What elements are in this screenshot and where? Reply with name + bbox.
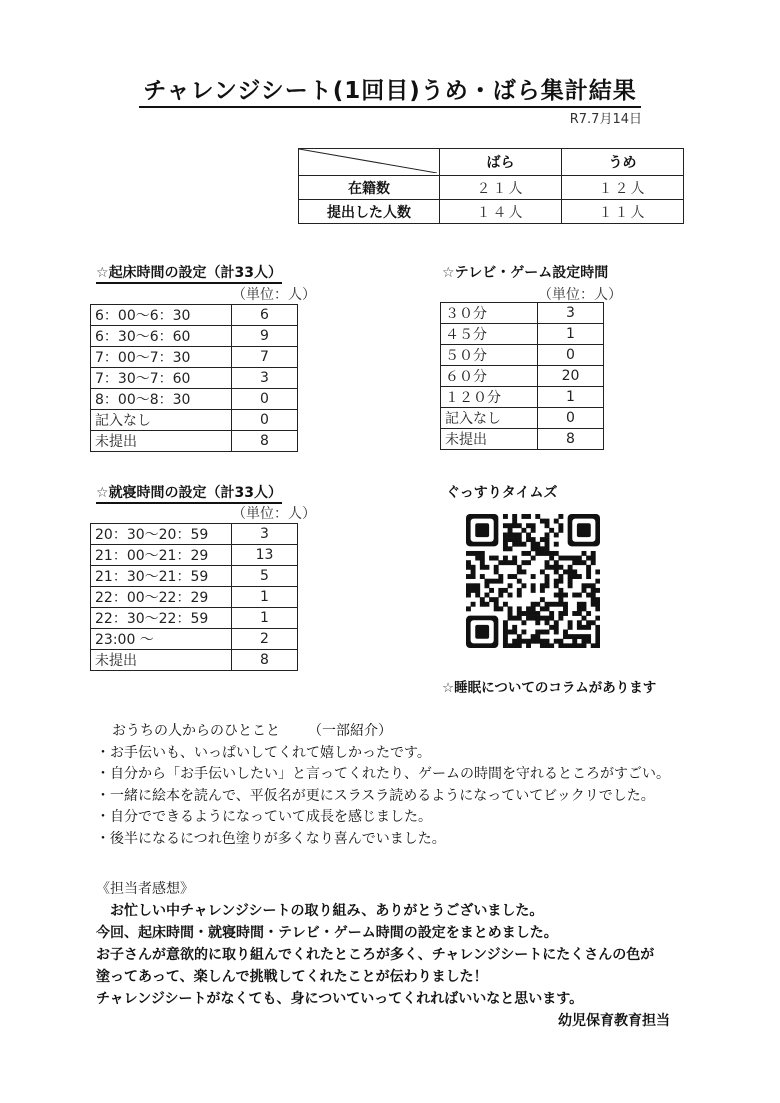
- sleep-row-value: 2: [232, 629, 298, 650]
- sleep-table: [90, 523, 298, 671]
- tv-row-label: １２０分: [441, 387, 538, 408]
- tv-row-value: 0: [538, 408, 604, 429]
- wake-row-label: 記入なし: [91, 410, 232, 431]
- comments-heading-row: [96, 721, 670, 743]
- comments-heading: おうちの人からのひとこと: [112, 723, 280, 739]
- wake-row-label: 8：00～8：30: [91, 389, 232, 410]
- wake-row-label: 7：00～7：30: [91, 347, 232, 368]
- tv-row-label: ４５分: [441, 324, 538, 345]
- wake-table-row: [91, 305, 298, 326]
- summary-header-row: [299, 149, 684, 176]
- wake-row-label: 6：00～6：30: [91, 305, 232, 326]
- tv-row-label: ５０分: [441, 345, 538, 366]
- sleep-table-row: [91, 524, 298, 545]
- wake-table-row: [91, 326, 298, 347]
- tv-table-row: [441, 387, 604, 408]
- wake-row-value: 7: [232, 347, 298, 368]
- comments-tag: （一部紹介）: [308, 723, 392, 739]
- wake-title-text: 起床時間の設定（計33人）: [108, 265, 283, 281]
- summary-corner-cell: [299, 149, 440, 176]
- summary-col-bara: ばら: [440, 149, 562, 176]
- comment-item: ・後半になるにつれ色塗りが多くなり喜んでいました。: [96, 830, 446, 847]
- sleep-table-row: [91, 545, 298, 566]
- sleep-title-text: 就寝時間の設定（計33人）: [108, 485, 283, 501]
- summary-row-label: 提出した人数: [299, 200, 440, 224]
- tv-table-row: [441, 429, 604, 450]
- wake-row-value: 3: [232, 368, 298, 389]
- wake-row-value: 8: [232, 431, 298, 452]
- tv-table-row: [441, 366, 604, 387]
- wake-row-value: 0: [232, 389, 298, 410]
- wake-row-label: 6：30～6：60: [91, 326, 232, 347]
- tv-row-value: 0: [538, 345, 604, 366]
- summary-bara-value: １４人: [440, 200, 562, 224]
- wake-row-label: 未提出: [91, 431, 232, 452]
- sleep-row-label: 22：00～22：29: [91, 587, 232, 608]
- sleep-row-label: 21：30～21：59: [91, 566, 232, 587]
- tv-unit: （単位：人）: [538, 287, 622, 303]
- sleep-table-row: [91, 650, 298, 671]
- summary-row-label: 在籍数: [299, 176, 440, 200]
- wake-row-value: 6: [232, 305, 298, 326]
- star-icon: ☆: [96, 265, 109, 281]
- tv-row-value: 8: [538, 429, 604, 450]
- tv-table: [440, 302, 604, 450]
- column-note: [442, 676, 656, 696]
- sleep-row-value: 5: [232, 566, 298, 587]
- tv-table-row: [441, 345, 604, 366]
- tv-row-value: 3: [538, 303, 604, 324]
- staff-line: お忙しい中チャレンジシートの取り組み、ありがとうございました。: [96, 903, 544, 919]
- tv-section-title: [442, 262, 608, 282]
- staff-line: 塗ってあって、楽しんで挑戦してくれたことが伝わりました！: [96, 969, 488, 985]
- staff-line: チャレンジシートがなくても、身についていってくれればいいなと思います。: [96, 991, 584, 1007]
- wake-table-row: [91, 389, 298, 410]
- staff-line: 今回、起床時間・就寝時間・テレビ・ゲーム時間の設定をまとめました。: [96, 925, 558, 941]
- wake-section-title: [96, 262, 282, 282]
- tv-table-row: [441, 324, 604, 345]
- comment-item: ・自分でできるようになっていて成長を感じました。: [96, 809, 432, 825]
- tv-title-text: テレビ・ゲーム設定時間: [454, 265, 609, 281]
- sleep-row-label: 21：00～21：29: [91, 545, 232, 566]
- sleep-row-label: 未提出: [91, 650, 232, 671]
- sleep-table-row: [91, 629, 298, 650]
- report-date: R7.7月14日: [569, 112, 642, 127]
- summary-ume-value: １２人: [562, 176, 684, 200]
- sleep-table-row: [91, 608, 298, 629]
- tv-row-label: ３０分: [441, 303, 538, 324]
- sleep-section-title: [96, 482, 282, 502]
- star-icon: ☆: [96, 485, 109, 501]
- staff-heading: 《担当者感想》: [96, 881, 194, 897]
- comment-item: ・一緒に絵本を読んで、平仮名が更にスラスラ読めるようになっていてビックリでした。: [96, 787, 655, 804]
- sleep-row-value: 13: [232, 545, 298, 566]
- sleep-row-value: 1: [232, 587, 298, 608]
- tv-row-value: 20: [538, 366, 604, 387]
- sleep-row-label: 22：30～22：59: [91, 608, 232, 629]
- sleep-row-value: 3: [232, 524, 298, 545]
- page-title-wrap: [0, 72, 780, 105]
- wake-row-label: 7：30～7：60: [91, 368, 232, 389]
- tv-table-row: [441, 303, 604, 324]
- staff-signature: 幼児保育教育担当: [558, 1013, 670, 1029]
- page-title: チャレンジシート(1回目)うめ・ばら集計結果: [139, 78, 641, 108]
- sleep-table-row: [91, 566, 298, 587]
- sleep-row-value: 8: [232, 650, 298, 671]
- diagonal-line: [299, 149, 437, 173]
- summary-row: [299, 176, 684, 200]
- qr-label: ぐっすりタイムズ: [446, 485, 558, 501]
- staff-impressions: [96, 878, 696, 1032]
- summary-table: [298, 148, 684, 224]
- wake-table-row: [91, 347, 298, 368]
- tv-row-value: 1: [538, 324, 604, 345]
- tv-table-row: [441, 408, 604, 429]
- sleep-table-row: [91, 587, 298, 608]
- tv-row-value: 1: [538, 387, 604, 408]
- wake-row-value: 9: [232, 326, 298, 347]
- summary-col-ume: うめ: [562, 149, 684, 176]
- tv-row-label: ６０分: [441, 366, 538, 387]
- staff-line: お子さんが意欲的に取り組んでくれたところが多く、チャレンジシートにたくさんの色が: [96, 947, 655, 963]
- wake-table: [90, 304, 298, 452]
- star-icon: ☆: [442, 680, 455, 696]
- sleep-unit: （単位：人）: [232, 506, 316, 522]
- star-icon: ☆: [442, 265, 455, 281]
- tv-row-label: 未提出: [441, 429, 538, 450]
- wake-table-row: [91, 410, 298, 431]
- wake-unit: （単位：人）: [232, 287, 316, 303]
- tv-row-label: 記入なし: [441, 408, 538, 429]
- comment-item: ・お手伝いも、いっぱいしてくれて嬉しかったです。: [96, 744, 431, 761]
- parent-comments: [96, 721, 670, 850]
- sleep-row-value: 1: [232, 608, 298, 629]
- comment-item: ・自分から「お手伝いしたい」と言ってくれたり、ゲームの時間を守れるところがすごい。: [96, 766, 670, 782]
- column-note-text: 睡眠についてのコラムがあります: [454, 680, 657, 696]
- qr-code-graphic: [466, 514, 600, 648]
- sleep-row-label: 23:00 ～: [91, 629, 232, 650]
- wake-table-row: [91, 368, 298, 389]
- wake-row-value: 0: [232, 410, 298, 431]
- wake-table-row: [91, 431, 298, 452]
- summary-row: [299, 200, 684, 224]
- summary-bara-value: ２１人: [440, 176, 562, 200]
- sleep-row-label: 20：30～20：59: [91, 524, 232, 545]
- qr-code-icon[interactable]: [466, 514, 600, 648]
- summary-ume-value: １１人: [562, 200, 684, 224]
